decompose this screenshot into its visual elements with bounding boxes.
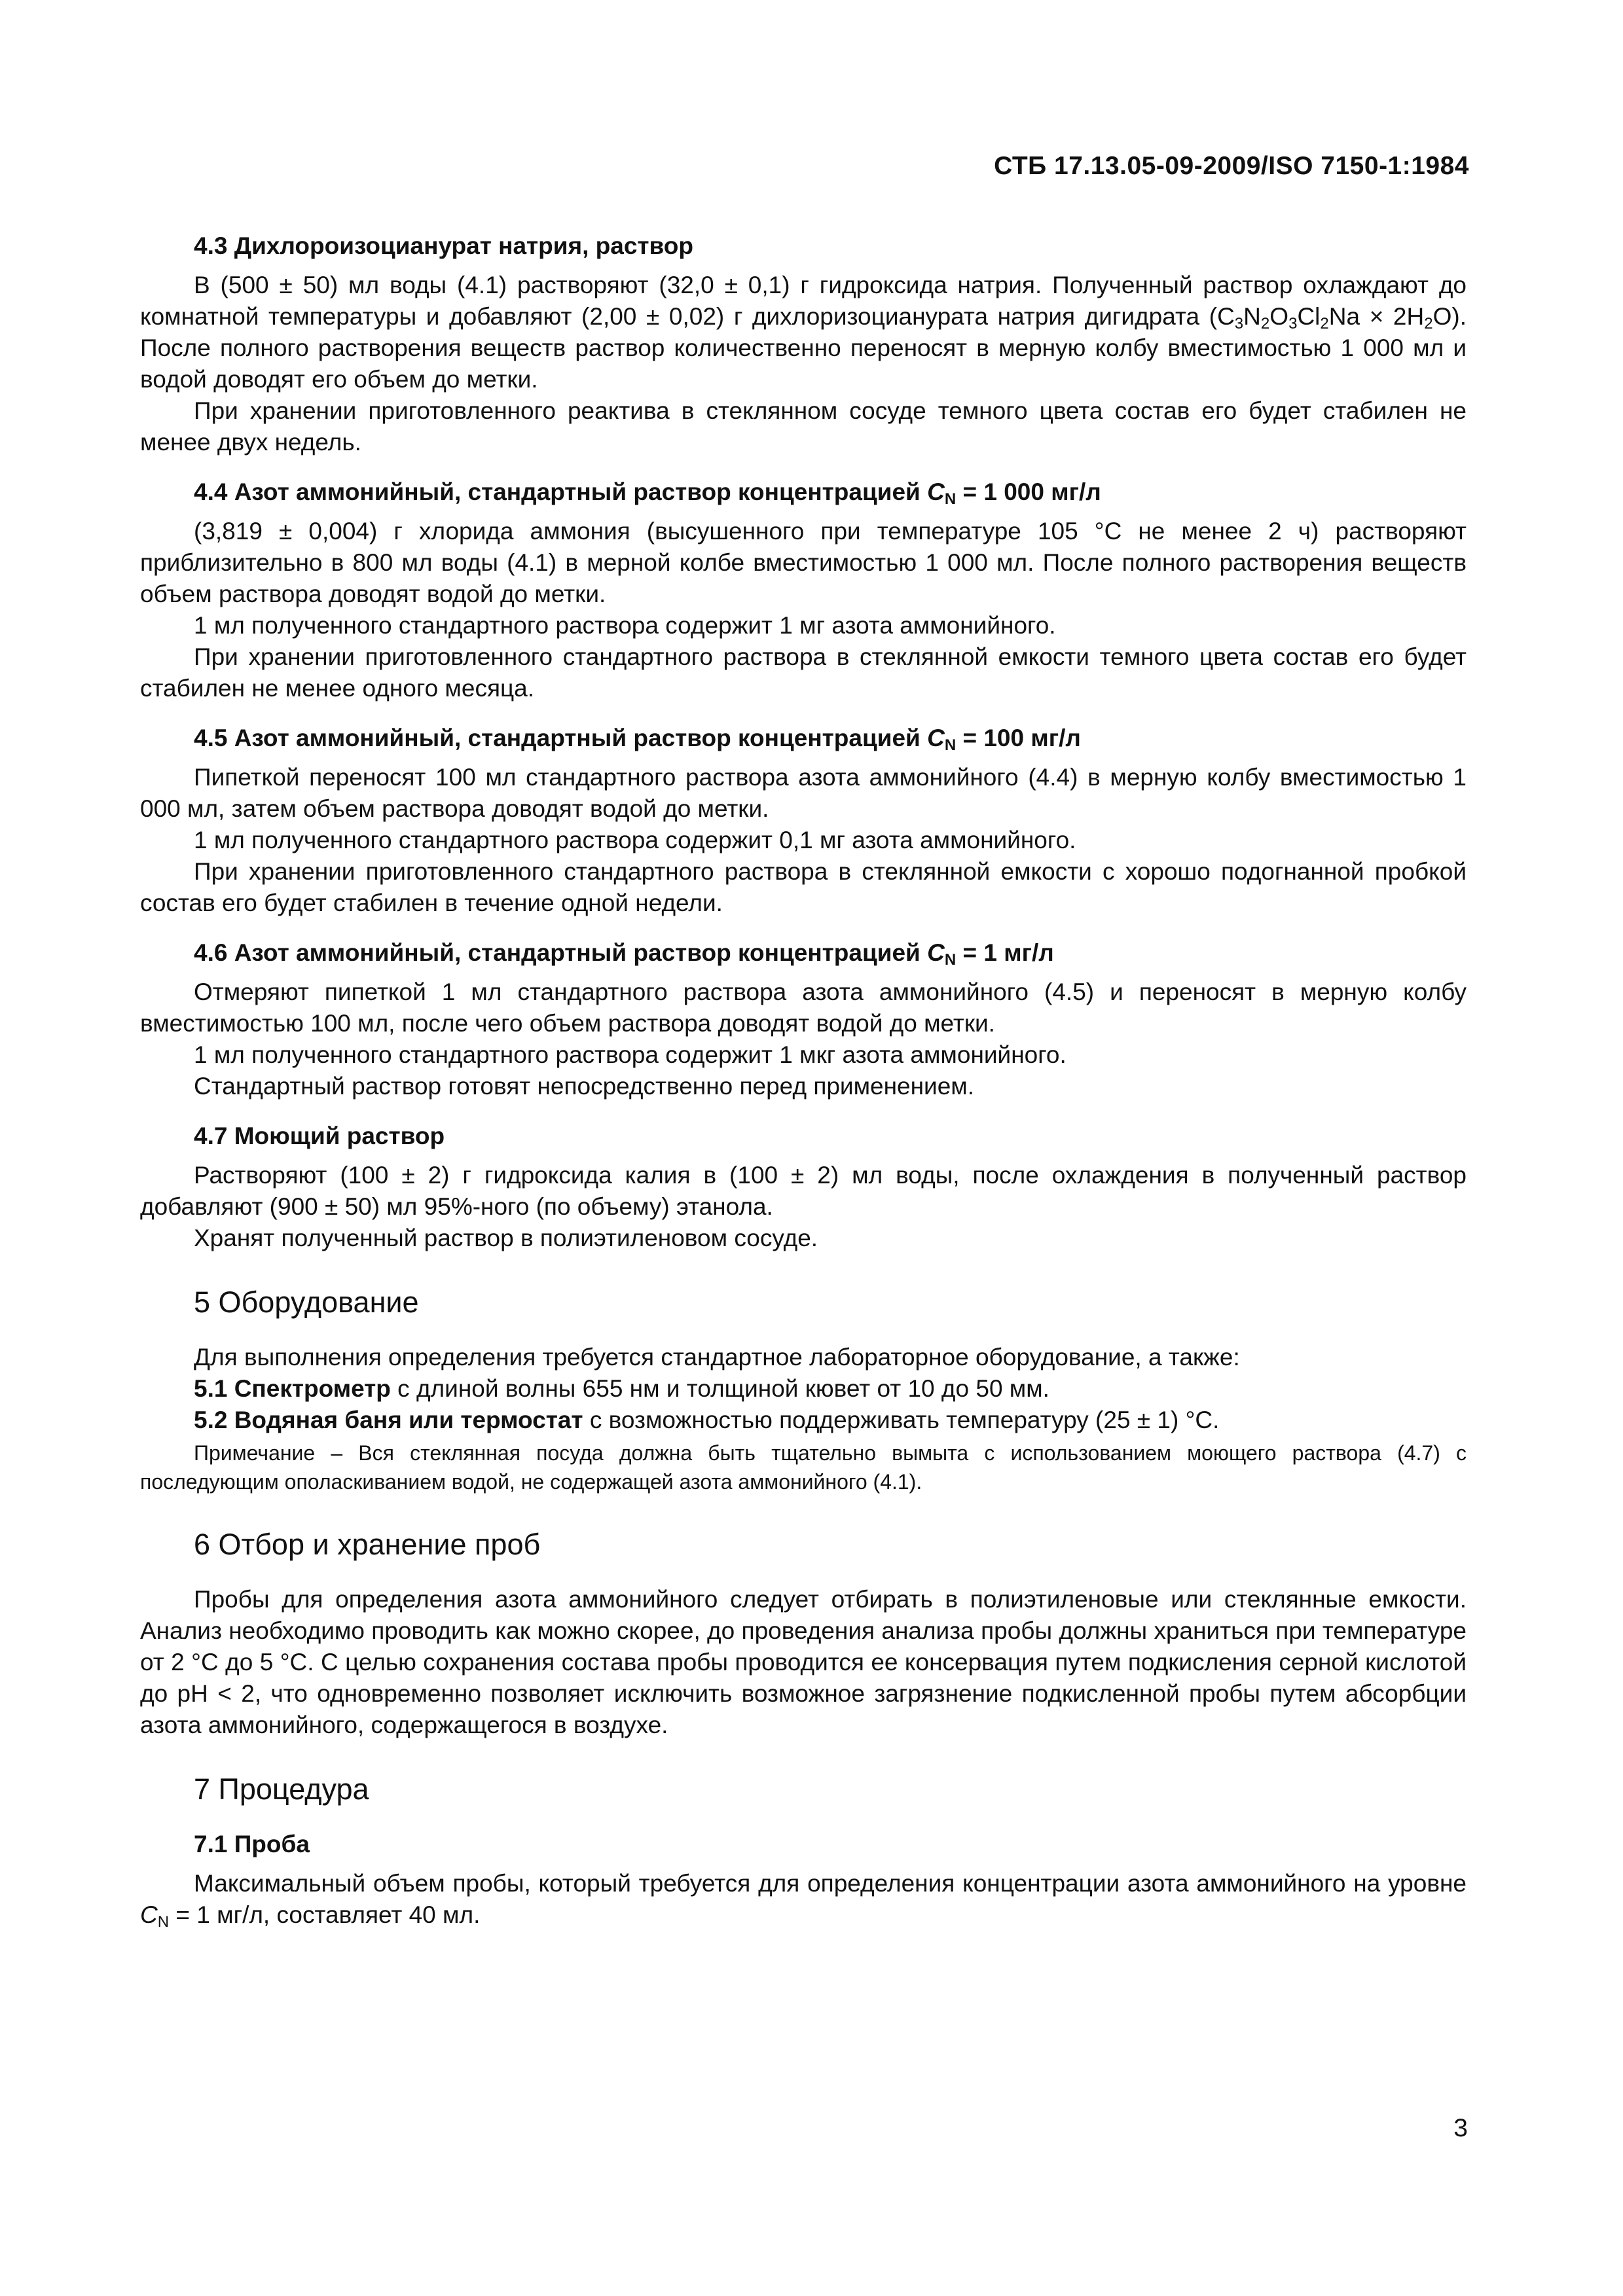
section-6-paragraph-1: Пробы для определения азота аммонийного следует отбирать в полиэтиленовые или стеклянные емкости. Анализ необходимо проводить как можно скорее, до проведения анализа пробы должны храниться при температуре от 2 °С до 5 °С. С целью сохранения состава пробы проводится ее консервация путем подкисления серной кислотой до рН < 2, что одновременно позволяет исключить возможное загрязнение подкисленной пробы путем абсорбции азота аммонийного, содержащегося в воздухе. (140, 1586, 1467, 1738)
section-4-6-title: 4.6 Азот аммонийный, стандартный раствор концентрацией $C_N = 1$ мг/л (194, 939, 1054, 969)
section-6-title: 6 Отбор и хранение проб (194, 1528, 541, 1561)
section-4-7-paragraph-1: Растворяют (100 ± 2) г гидроксида калия в (100 ± 2) мл воды, после охлаждения в полученный раствор добавляют (900 ± 50) мл 95%-ного (по объему) этанола. (140, 1162, 1467, 1220)
section-5-title: 5 Оборудование (194, 1285, 419, 1319)
section-4-5-paragraph-2: 1 мл полученного стандартного раствора содержит 0,1 мг азота аммонийного. (194, 827, 1076, 853)
section-4-5-paragraph-3: При хранении приготовленного стандартного раствора в стеклянной емкости с хорошо подогнанной пробкой состав его будет стабилен в течение одной недели. (140, 858, 1467, 916)
section-4-3-paragraph-1: В (500 ± 50) мл воды (4.1) растворяют (32,0 ± 0,1) г гидроксида натрия. Полученный раствор охлаждают до комнатной температуры и добавляют (2,00 ± 0,02) г дихлоризоцианурата натрия дигидрата $(C_3N_2O_3Cl_2Na \times 2H_2O)$. После полного растворения веществ раствор количественно переносят в мерную колбу вместимостью 1 000 мл и водой доводят его объем до метки. (140, 272, 1467, 393)
section-4-4-paragraph-2: 1 мл полученного стандартного раствора содержит 1 мг азота аммонийного. (194, 612, 1056, 639)
section-7-1-paragraph-1: Максимальный объем пробы, который требуется для определения концентрации азота аммонийного на уровне $C_N = 1$ мг/л, составляет 40 мл. (140, 1870, 1467, 1931)
document-header: СТБ 17.13.05-09-2009/ISO 7150-1:1984 (994, 152, 1469, 180)
section-4-7-title: 4.7 Моющий раствор (194, 1122, 445, 1149)
section-5-note: Примечание – Вся стеклянная посуда должна быть тщательно вымыта с использованием моющего раствора (4.7) с последующим ополаскиванием водой, не содержащей азота аммонийного (4.1). (140, 1441, 1467, 1494)
section-7-1-title: 7.1 Проба (194, 1831, 310, 1857)
section-7-title: 7 Процедура (194, 1772, 369, 1806)
section-4-3-paragraph-2: При хранении приготовленного реактива в стеклянном сосуде темного цвета состав его будет стабилен не менее двух недель. (140, 397, 1467, 456)
section-4-5-title: 4.5 Азот аммонийный, стандартный раствор концентрацией $C_N = 100$ мг/л (194, 725, 1081, 754)
chemical-formula: $C_3N_2O_3Cl_2Na \times 2H_2O$ (1217, 303, 1452, 332)
page-number: 3 (1453, 2114, 1468, 2142)
section-4-5-paragraph-1: Пипеткой переносят 100 мл стандартного раствора азота аммонийного (4.4) в мерную колбу вместимостью 1 000 мл, затем объем раствора доводят водой до метки. (140, 764, 1467, 822)
section-4-4-paragraph-3: При хранении приготовленного стандартного раствора в стеклянной емкости темного цвета состав его будет стабилен не менее одного месяца. (140, 643, 1467, 702)
section-5-intro: Для выполнения определения требуется стандартное лабораторное оборудование, а также: (194, 1344, 1240, 1371)
section-4-6-paragraph-3: Стандартный раствор готовят непосредственно перед применением. (194, 1073, 975, 1100)
section-5-2-item: 5.2 Водяная баня или термостат с возможностью поддерживать температуру (25 ± 1) °С. (194, 1407, 1220, 1433)
section-4-4-title: 4.4 Азот аммонийный, стандартный раствор концентрацией $C_N = 1$ 000 мг/л (194, 478, 1101, 508)
section-4-6-paragraph-2: 1 мл полученного стандартного раствора содержит 1 мкг азота аммонийного. (194, 1041, 1067, 1068)
section-4-7-paragraph-2: Хранят полученный раствор в полиэтиленовом сосуде. (194, 1225, 818, 1251)
section-4-4-paragraph-1: (3,819 ± 0,004) г хлорида аммония (высушенного при температуре 105 °С не менее 2 ч) растворяют приблизительно в 800 мл воды (4.1) в мерной колбе вместимостью 1 000 мл. После полного растворения веществ объем раствора доводят водой до метки. (140, 518, 1467, 607)
document-body (140, 230, 1467, 1931)
section-5-1-item: 5.1 Спектрометр с длиной волны 655 нм и толщиной кювет от 10 до 50 мм. (194, 1375, 1049, 1402)
section-4-3-title: 4.3 Дихлороизоцианурат натрия, раствор (194, 232, 693, 259)
section-4-6-paragraph-1: Отмеряют пипеткой 1 мл стандартного раствора азота аммонийного (4.5) и переносят в мерную колбу вместимостью 100 мл, после чего объем раствора доводят водой до метки. (140, 978, 1467, 1037)
